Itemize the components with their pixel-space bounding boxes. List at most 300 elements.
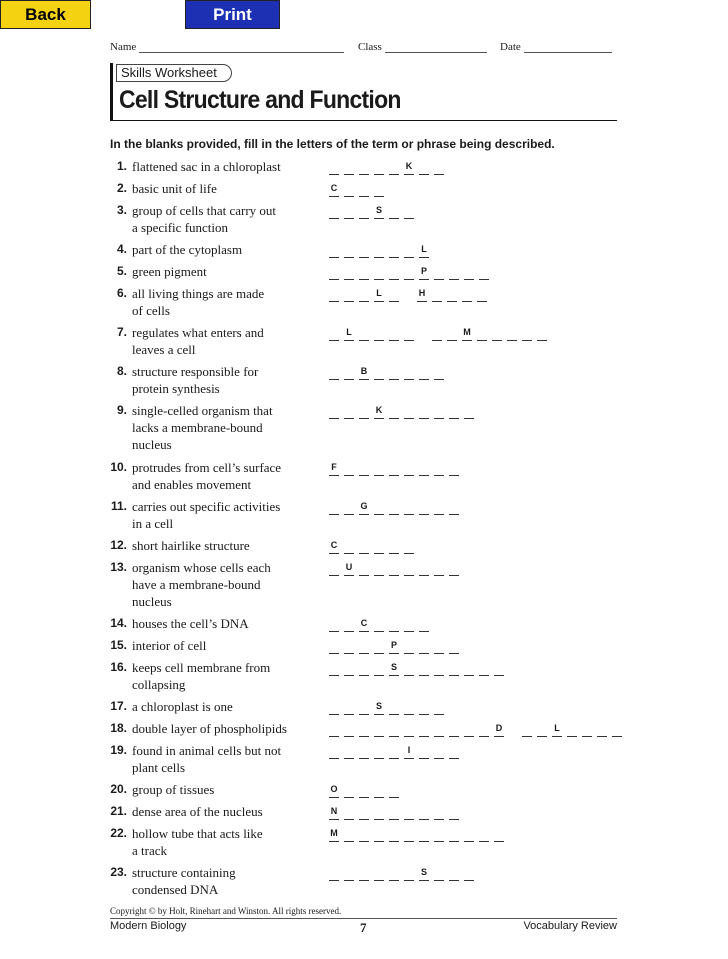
- letter-blank[interactable]: [479, 659, 489, 676]
- letter-blank[interactable]: [419, 742, 429, 759]
- letter-blank[interactable]: [374, 637, 384, 654]
- letter-blank[interactable]: [494, 659, 504, 676]
- letter-blank[interactable]: [404, 825, 414, 842]
- letter-blank[interactable]: [374, 559, 384, 576]
- letter-blank[interactable]: [344, 781, 354, 798]
- letter-blank[interactable]: [389, 803, 399, 820]
- title-rule: [110, 120, 617, 121]
- answer-blanks[interactable]: [329, 781, 404, 798]
- letter-blank[interactable]: [404, 720, 414, 737]
- letter-blank[interactable]: [522, 324, 532, 341]
- letter-blank[interactable]: [419, 803, 429, 820]
- letter-blank[interactable]: [329, 659, 339, 676]
- question-text-line: carries out specific activities: [132, 499, 281, 514]
- question-text-line: basic unit of life: [132, 181, 217, 196]
- letter-blank[interactable]: [344, 742, 354, 759]
- letter-blank[interactable]: [389, 402, 399, 419]
- question-number: 3.: [116, 203, 127, 217]
- class-line: [385, 42, 487, 53]
- letter-blank[interactable]: [329, 720, 339, 737]
- letter-blank[interactable]: [537, 324, 547, 341]
- letter-hint: H: [417, 285, 427, 302]
- letter-blank[interactable]: [582, 720, 592, 737]
- letter-blank[interactable]: [389, 498, 399, 515]
- answer-blanks[interactable]: [329, 363, 449, 380]
- letter-hint: P: [389, 637, 399, 654]
- answer-blanks[interactable]: [329, 498, 464, 515]
- letter-blank[interactable]: [389, 559, 399, 576]
- question-number: 12.: [110, 538, 127, 552]
- letter-blank[interactable]: [597, 720, 607, 737]
- letter-blank[interactable]: [389, 825, 399, 842]
- answer-blanks[interactable]: [329, 241, 434, 258]
- letter-blank[interactable]: [404, 241, 414, 258]
- question-text: [132, 659, 312, 693]
- letter-blank[interactable]: [374, 659, 384, 676]
- question-number: 20.: [110, 782, 127, 796]
- letter-hint: L: [344, 324, 354, 341]
- letter-hint: C: [329, 537, 339, 554]
- letter-blank[interactable]: [359, 459, 369, 476]
- letter-blank[interactable]: [449, 825, 459, 842]
- letter-blank[interactable]: [374, 742, 384, 759]
- letter-blank[interactable]: [344, 158, 354, 175]
- letter-blank[interactable]: [434, 559, 444, 576]
- letter-blank[interactable]: [329, 559, 339, 576]
- question-text-line: have a membrane-bound: [132, 577, 261, 592]
- question-text: [132, 781, 312, 798]
- letter-blank[interactable]: [374, 537, 384, 554]
- letter-blank[interactable]: [462, 285, 472, 302]
- letter-blank[interactable]: [434, 720, 444, 737]
- letter-blank[interactable]: [329, 402, 339, 419]
- letter-blank[interactable]: [419, 615, 429, 632]
- answer-blanks[interactable]: [329, 864, 479, 881]
- letter-blank[interactable]: [344, 825, 354, 842]
- question-text: [132, 202, 312, 236]
- letter-blank[interactable]: [404, 698, 414, 715]
- letter-blank[interactable]: [329, 158, 339, 175]
- letter-blank[interactable]: [434, 498, 444, 515]
- question-text-line: and enables movement: [132, 477, 252, 492]
- letter-blank[interactable]: [404, 363, 414, 380]
- letter-blank[interactable]: [434, 698, 444, 715]
- question-text-line: plant cells: [132, 760, 186, 775]
- letter-blank[interactable]: [479, 263, 489, 280]
- letter-blank[interactable]: [432, 285, 442, 302]
- letter-blank[interactable]: [389, 698, 399, 715]
- question-text-line: houses the cell’s DNA: [132, 616, 249, 631]
- question-text-line: collapsing: [132, 677, 186, 692]
- question-text-line: lacks a membrane-bound: [132, 420, 263, 435]
- letter-blank[interactable]: [464, 825, 474, 842]
- letter-blank[interactable]: [449, 659, 459, 676]
- question-text-line: group of tissues: [132, 782, 215, 797]
- letter-blank[interactable]: [449, 402, 459, 419]
- letter-blank[interactable]: [329, 285, 339, 302]
- letter-blank[interactable]: [404, 659, 414, 676]
- letter-blank[interactable]: [477, 285, 487, 302]
- letter-blank[interactable]: [434, 459, 444, 476]
- letter-blank[interactable]: [404, 324, 414, 341]
- letter-hint: M: [462, 324, 472, 341]
- answer-blanks[interactable]: [329, 720, 627, 737]
- letter-blank[interactable]: [389, 285, 399, 302]
- letter-blank[interactable]: [344, 659, 354, 676]
- letter-blank[interactable]: [344, 720, 354, 737]
- letter-blank[interactable]: [374, 864, 384, 881]
- letter-blank[interactable]: [419, 363, 429, 380]
- date-label: Date: [500, 41, 521, 53]
- letter-blank[interactable]: [419, 402, 429, 419]
- question-text-line: condensed DNA: [132, 882, 219, 897]
- letter-blank[interactable]: [389, 324, 399, 341]
- letter-blank[interactable]: [447, 285, 457, 302]
- letter-blank[interactable]: [389, 781, 399, 798]
- letter-blank[interactable]: [329, 363, 339, 380]
- answer-blanks[interactable]: [329, 202, 419, 219]
- letter-blank[interactable]: [449, 263, 459, 280]
- letter-blank[interactable]: [419, 498, 429, 515]
- letter-blank[interactable]: [344, 202, 354, 219]
- letter-blank[interactable]: [432, 324, 442, 341]
- answer-blanks[interactable]: [329, 158, 449, 175]
- letter-blank[interactable]: [344, 402, 354, 419]
- letter-hint: K: [404, 158, 414, 175]
- answer-blanks[interactable]: [329, 324, 552, 341]
- letter-blank[interactable]: [447, 324, 457, 341]
- letter-blank[interactable]: [449, 803, 459, 820]
- letter-blank[interactable]: [419, 637, 429, 654]
- letter-blank[interactable]: [404, 864, 414, 881]
- letter-blank[interactable]: [404, 263, 414, 280]
- answer-blanks[interactable]: [329, 637, 464, 654]
- letter-hint: U: [344, 559, 354, 576]
- letter-blank[interactable]: [359, 698, 369, 715]
- question-text-line: a specific function: [132, 220, 229, 235]
- letter-blank[interactable]: [344, 241, 354, 258]
- letter-blank[interactable]: [359, 202, 369, 219]
- letter-blank[interactable]: [389, 158, 399, 175]
- question-text-line: leaves a cell: [132, 342, 196, 357]
- page-title: Cell Structure and Function: [119, 86, 401, 114]
- letter-blank[interactable]: [359, 285, 369, 302]
- back-button[interactable]: Back: [0, 0, 91, 29]
- answer-blanks[interactable]: [329, 263, 494, 280]
- letter-blank[interactable]: [449, 864, 459, 881]
- question-text-line: group of cells that carry out: [132, 203, 277, 218]
- letter-blank[interactable]: [359, 781, 369, 798]
- letter-blank[interactable]: [404, 402, 414, 419]
- question-text-line: hollow tube that acts like: [132, 826, 263, 841]
- letter-blank[interactable]: [464, 402, 474, 419]
- question-text: [132, 864, 312, 898]
- letter-blank[interactable]: [464, 659, 474, 676]
- question-text: [132, 803, 312, 820]
- letter-blank[interactable]: [359, 263, 369, 280]
- answer-blanks[interactable]: [329, 742, 464, 759]
- letter-blank[interactable]: [404, 559, 414, 576]
- letter-blank[interactable]: [344, 637, 354, 654]
- letter-blank[interactable]: [404, 537, 414, 554]
- letter-hint: O: [329, 781, 339, 798]
- letter-blank[interactable]: [329, 615, 339, 632]
- letter-blank[interactable]: [344, 498, 354, 515]
- question-text: [132, 637, 312, 654]
- footer-rule: [110, 918, 617, 919]
- question-text-line: of cells: [132, 303, 170, 318]
- date-field: [500, 41, 612, 53]
- letter-blank[interactable]: [374, 803, 384, 820]
- letter-blank[interactable]: [344, 864, 354, 881]
- letter-blank[interactable]: [329, 498, 339, 515]
- question-text-line: all living things are made: [132, 286, 265, 301]
- letter-blank[interactable]: [419, 158, 429, 175]
- question-number: 7.: [116, 325, 127, 339]
- question-text: [132, 615, 312, 632]
- letter-blank[interactable]: [344, 285, 354, 302]
- question-text-line: short hairlike structure: [132, 538, 250, 553]
- letter-blank[interactable]: [374, 781, 384, 798]
- worksheet-tag: Skills Worksheet: [116, 64, 232, 82]
- letter-blank[interactable]: [404, 637, 414, 654]
- footer: [110, 920, 617, 936]
- letter-blank[interactable]: [359, 241, 369, 258]
- letter-blank[interactable]: [344, 180, 354, 197]
- question-number: 11.: [110, 499, 127, 513]
- letter-blank[interactable]: [477, 324, 487, 341]
- letter-blank[interactable]: [359, 180, 369, 197]
- question-text: [132, 324, 312, 358]
- letter-blank[interactable]: [434, 864, 444, 881]
- letter-blank[interactable]: [359, 864, 369, 881]
- answer-blanks[interactable]: [329, 402, 479, 419]
- letter-blank[interactable]: [389, 241, 399, 258]
- letter-blank[interactable]: [344, 615, 354, 632]
- letter-blank[interactable]: [389, 615, 399, 632]
- letter-blank[interactable]: [329, 241, 339, 258]
- letter-blank[interactable]: [389, 459, 399, 476]
- letter-blank[interactable]: [344, 459, 354, 476]
- letter-blank[interactable]: [522, 720, 532, 737]
- letter-blank[interactable]: [419, 825, 429, 842]
- letter-blank[interactable]: [389, 864, 399, 881]
- footer-book: Modern Biology: [110, 920, 187, 932]
- letter-blank[interactable]: [344, 537, 354, 554]
- question-text-line: nucleus: [132, 437, 172, 452]
- question-text-line: keeps cell membrane from: [132, 660, 271, 675]
- letter-blank[interactable]: [359, 324, 369, 341]
- letter-blank[interactable]: [464, 720, 474, 737]
- page-number: 7: [360, 920, 367, 935]
- letter-hint: I: [404, 742, 414, 759]
- answer-blanks[interactable]: [329, 559, 464, 576]
- letter-blank[interactable]: [374, 363, 384, 380]
- letter-blank[interactable]: [434, 825, 444, 842]
- letter-blank[interactable]: [329, 263, 339, 280]
- letter-blank[interactable]: [374, 158, 384, 175]
- class-label: Class: [358, 41, 382, 53]
- letter-blank[interactable]: [419, 559, 429, 576]
- letter-blank[interactable]: [359, 742, 369, 759]
- letter-blank[interactable]: [374, 825, 384, 842]
- letter-blank[interactable]: [344, 263, 354, 280]
- letter-blank[interactable]: [359, 659, 369, 676]
- question-text-line: protrudes from cell’s surface: [132, 460, 282, 475]
- letter-blank[interactable]: [389, 263, 399, 280]
- letter-blank[interactable]: [329, 864, 339, 881]
- letter-blank[interactable]: [449, 742, 459, 759]
- question-number: 17.: [110, 699, 127, 713]
- copyright: Copyright © by Holt, Rinehart and Winston. All rights reserved.: [110, 906, 342, 916]
- question-text-line: found in animal cells but not: [132, 743, 282, 758]
- question-number: 5.: [116, 264, 127, 278]
- letter-blank[interactable]: [359, 158, 369, 175]
- letter-blank[interactable]: [389, 720, 399, 737]
- question-number: 6.: [116, 286, 127, 300]
- letter-blank[interactable]: [434, 263, 444, 280]
- letter-hint: D: [494, 720, 504, 737]
- letter-blank[interactable]: [329, 324, 339, 341]
- question-text-line: green pigment: [132, 264, 207, 279]
- letter-blank[interactable]: [449, 559, 459, 576]
- question-text: [132, 742, 312, 776]
- question-number: 2.: [116, 181, 127, 195]
- letter-blank[interactable]: [374, 615, 384, 632]
- title-bar-accent: [110, 63, 113, 121]
- letter-blank[interactable]: [389, 742, 399, 759]
- letter-blank[interactable]: [449, 498, 459, 515]
- question-text: [132, 825, 312, 859]
- letter-blank[interactable]: [404, 498, 414, 515]
- letter-blank[interactable]: [494, 825, 504, 842]
- letter-blank[interactable]: [374, 241, 384, 258]
- letter-hint: B: [359, 363, 369, 380]
- letter-blank[interactable]: [404, 459, 414, 476]
- letter-blank[interactable]: [464, 263, 474, 280]
- letter-blank[interactable]: [374, 498, 384, 515]
- letter-blank[interactable]: [404, 202, 414, 219]
- letter-blank[interactable]: [449, 459, 459, 476]
- letter-blank[interactable]: [419, 698, 429, 715]
- answer-blanks[interactable]: [329, 698, 449, 715]
- question-number: 9.: [116, 403, 127, 417]
- letter-blank[interactable]: [434, 363, 444, 380]
- letter-hint: S: [419, 864, 429, 881]
- letter-blank[interactable]: [434, 742, 444, 759]
- letter-blank[interactable]: [434, 659, 444, 676]
- letter-hint: L: [552, 720, 562, 737]
- question-text: [132, 459, 312, 493]
- letter-blank[interactable]: [344, 698, 354, 715]
- letter-blank[interactable]: [434, 402, 444, 419]
- question-text: [132, 241, 312, 258]
- letter-blank[interactable]: [449, 637, 459, 654]
- letter-hint: N: [329, 803, 339, 820]
- letter-blank[interactable]: [359, 537, 369, 554]
- question-text-line: interior of cell: [132, 638, 207, 653]
- question-number: 4.: [116, 242, 127, 256]
- letter-blank[interactable]: [374, 459, 384, 476]
- name-field: [110, 41, 344, 53]
- letter-blank[interactable]: [359, 825, 369, 842]
- letter-blank[interactable]: [374, 720, 384, 737]
- answer-blanks[interactable]: [329, 180, 389, 197]
- question-text-line: part of the cytoplasm: [132, 242, 243, 257]
- question-text-line: a track: [132, 843, 168, 858]
- question-text: [132, 720, 312, 737]
- letter-blank[interactable]: [419, 659, 429, 676]
- question-number: 21.: [110, 804, 127, 818]
- letter-hint: C: [359, 615, 369, 632]
- question-number: 19.: [110, 743, 127, 757]
- letter-blank[interactable]: [374, 324, 384, 341]
- answer-blanks[interactable]: [329, 537, 419, 554]
- letter-blank[interactable]: [434, 637, 444, 654]
- question-text-line: organism whose cells each: [132, 560, 271, 575]
- letter-blank[interactable]: [612, 720, 622, 737]
- letter-blank[interactable]: [374, 263, 384, 280]
- letter-blank[interactable]: [359, 720, 369, 737]
- letter-blank[interactable]: [329, 698, 339, 715]
- letter-blank[interactable]: [359, 637, 369, 654]
- letter-hint: L: [419, 241, 429, 258]
- answer-blanks[interactable]: [329, 459, 464, 476]
- print-button[interactable]: Print: [185, 0, 280, 29]
- letter-blank[interactable]: [404, 803, 414, 820]
- letter-blank[interactable]: [537, 720, 547, 737]
- letter-hint: K: [374, 402, 384, 419]
- letter-blank[interactable]: [329, 202, 339, 219]
- letter-blank[interactable]: [404, 615, 414, 632]
- letter-blank[interactable]: [507, 324, 517, 341]
- letter-blank[interactable]: [419, 459, 429, 476]
- letter-blank[interactable]: [492, 324, 502, 341]
- letter-blank[interactable]: [419, 720, 429, 737]
- letter-blank[interactable]: [567, 720, 577, 737]
- letter-blank[interactable]: [359, 803, 369, 820]
- letter-blank[interactable]: [434, 158, 444, 175]
- answer-blanks[interactable]: [329, 803, 464, 820]
- letter-blank[interactable]: [374, 180, 384, 197]
- class-field: [358, 41, 487, 53]
- question-text-line: structure responsible for: [132, 364, 259, 379]
- name-line: [139, 42, 344, 53]
- answer-blanks[interactable]: [329, 615, 434, 632]
- letter-blank[interactable]: [479, 720, 489, 737]
- letter-blank[interactable]: [389, 202, 399, 219]
- letter-blank[interactable]: [344, 803, 354, 820]
- letter-blank[interactable]: [389, 537, 399, 554]
- question-text: [132, 537, 312, 554]
- name-label: Name: [110, 41, 137, 53]
- letter-blank[interactable]: [479, 825, 489, 842]
- letter-blank[interactable]: [329, 637, 339, 654]
- letter-blank[interactable]: [359, 402, 369, 419]
- letter-blank[interactable]: [359, 559, 369, 576]
- answer-blanks[interactable]: [329, 659, 509, 676]
- question-number: 15.: [110, 638, 127, 652]
- answer-blanks[interactable]: [329, 285, 492, 302]
- answer-blanks[interactable]: [329, 825, 509, 842]
- letter-blank[interactable]: [464, 864, 474, 881]
- question-number: 10.: [110, 460, 127, 474]
- letter-blank[interactable]: [389, 363, 399, 380]
- letter-blank[interactable]: [434, 803, 444, 820]
- letter-blank[interactable]: [449, 720, 459, 737]
- letter-blank[interactable]: [329, 742, 339, 759]
- letter-blank[interactable]: [344, 363, 354, 380]
